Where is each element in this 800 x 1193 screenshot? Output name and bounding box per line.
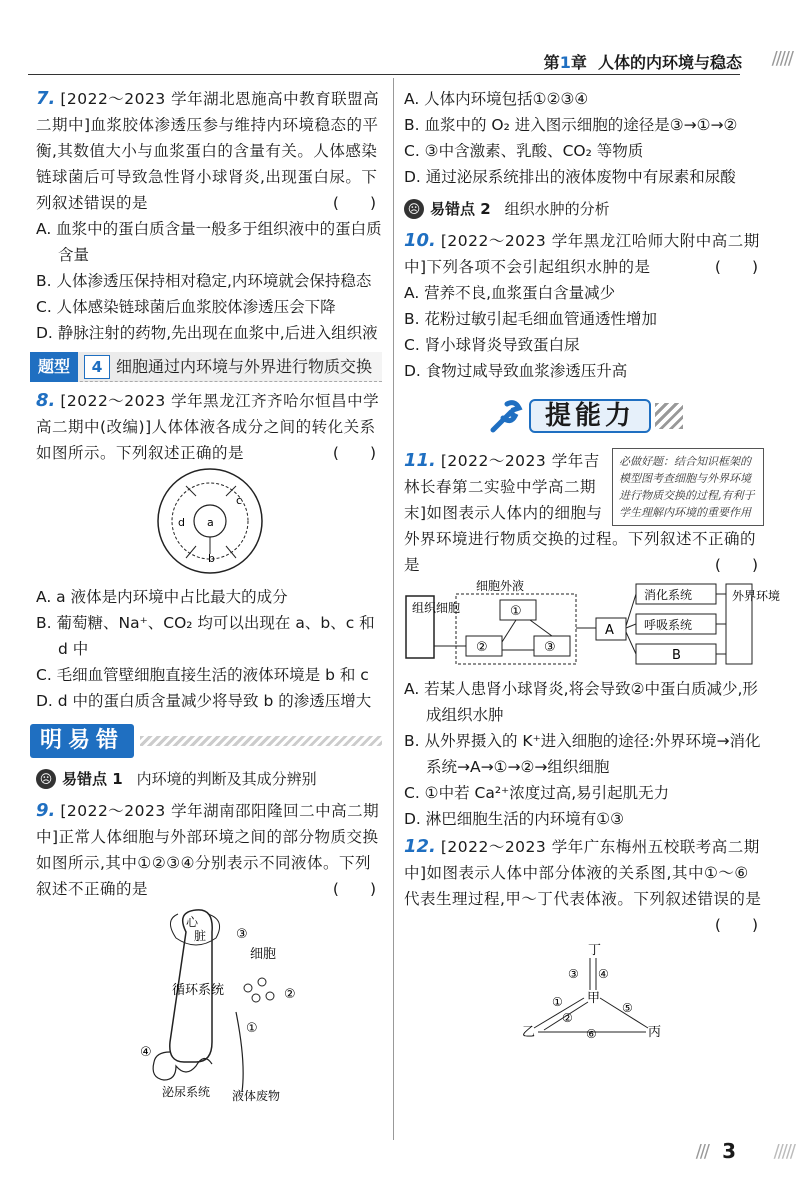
option-a[interactable]: A. 血浆中的蛋白质含量一般多于组织液中的蛋白质含量	[36, 220, 382, 264]
question-number: 11.	[404, 450, 436, 471]
answer-blank[interactable]: ( )	[332, 194, 376, 212]
tissue-cell-label: 组织细胞	[412, 601, 461, 615]
question-12	[404, 834, 764, 1046]
question-text: [2022～2023 学年湖北恩施高中教育联盟高二期中]血浆胶体渗透压参与维持内环境稳态的平衡,其数值大小与血浆蛋白的含量有关。人体感染链球菌后可导致急性肾小球肾炎,出现蛋白尿。下列叙述错误的是	[36, 90, 380, 212]
section-tinengli: 提能力	[404, 392, 764, 440]
question-11	[404, 448, 781, 832]
question-number: 8.	[36, 390, 56, 411]
option-c[interactable]: C. ①中若 Ca²⁺浓度过高,易引起肌无力	[404, 784, 670, 802]
body-fluid-diagram	[36, 466, 376, 576]
svg-text:A: A	[605, 623, 614, 638]
chapter-title: 第1章 人体的内环境与稳态	[543, 53, 742, 72]
label-yi: 乙	[522, 1025, 536, 1040]
label-a: a	[207, 516, 214, 529]
svg-text:④: ④	[598, 967, 609, 981]
question-text: [2022～2023 学年湖南邵阳隆回二中高二期中]正常人体细胞与外部环境之间的部分物质交换如图所示,其中①②③④分别表示不同液体。下列叙述不正确的是	[36, 802, 380, 898]
error-point-1: ☹ 易错点 1 内环境的判断及其成分辨别	[36, 764, 382, 794]
option-b[interactable]: B. 从外界摄入的 K⁺进入细胞的途径:外界环境→消化系统→A→①→②→组织细胞	[404, 732, 761, 776]
question-10	[404, 228, 764, 384]
label-ding: 丁	[588, 943, 602, 958]
page-footer: /// 3 /////	[695, 1139, 794, 1163]
answer-blank[interactable]: ( )	[714, 556, 758, 574]
label-jia: 甲	[587, 991, 601, 1006]
option-b[interactable]: B. 人体渗透压保持相对稳定,内环境就会保持稳态	[36, 272, 372, 290]
header-decoration: /////	[771, 48, 792, 69]
sad-face-icon: ☹	[404, 199, 424, 219]
circulation-label: 循环系统	[172, 983, 225, 998]
option-c[interactable]: C. 人体感染链球菌后血浆胶体渗透压会下降	[36, 298, 336, 316]
column-divider	[393, 78, 394, 1140]
question-7	[36, 86, 382, 346]
wrench-icon	[485, 396, 525, 436]
label-b: b	[208, 552, 215, 565]
page-header	[0, 44, 800, 78]
label-bing: 丙	[648, 1025, 662, 1040]
question-number: 9.	[36, 800, 56, 821]
option-d[interactable]: D. 静脉注射的药物,先出现在血浆中,后进入组织液	[36, 324, 378, 342]
left-column	[36, 86, 382, 1112]
kidney-loop	[153, 1052, 212, 1080]
answer-blank[interactable]: ( )	[714, 916, 758, 934]
svg-text:③: ③	[544, 640, 556, 655]
page-number: 3	[722, 1139, 736, 1163]
question-8	[36, 388, 382, 714]
option-a[interactable]: A. 营养不良,血浆蛋白含量减少	[404, 284, 616, 302]
question-9-options	[404, 86, 764, 190]
header-rule	[28, 74, 740, 75]
option-b[interactable]: B. 葡萄糖、Na⁺、CO₂ 均可以出现在 a、b、c 和 d 中	[36, 614, 375, 658]
extracellular-label: 细胞外液	[476, 579, 525, 593]
svg-text:②: ②	[476, 640, 488, 655]
urinary-label: 泌尿系统	[162, 1085, 211, 1099]
svg-text:呼吸系统: 呼吸系统	[644, 618, 693, 632]
option-a[interactable]: A. 人体内环境包括①②③④	[404, 90, 589, 108]
label-c: c	[236, 494, 243, 507]
option-a[interactable]: A. a 液体是内环境中占比最大的成分	[36, 588, 288, 606]
question-text: [2022～2023 学年吉林长春第二实验中学高二期末]如图表示人体内的细胞与外界环境进行物质交换的过程。下列叙述不正确的是	[404, 452, 757, 574]
svg-text:B: B	[672, 648, 681, 663]
question-number: 12.	[404, 836, 436, 857]
question-number: 7.	[36, 88, 56, 109]
error-point-2: ☹ 易错点 2 组织水肿的分析	[404, 194, 764, 224]
question-9	[36, 798, 382, 1110]
label-d: d	[178, 516, 185, 529]
answer-blank[interactable]: ( )	[714, 258, 758, 276]
exchange-flow-diagram	[404, 578, 781, 668]
option-d[interactable]: D. d 中的蛋白质含量减少将导致 b 的渗透压增大	[36, 692, 372, 710]
cell-label: 细胞	[250, 947, 277, 962]
option-d[interactable]: D. 通过泌尿系统排出的液体废物中有尿素和尿酸	[404, 168, 736, 186]
svg-text:⑥: ⑥	[586, 1027, 597, 1041]
option-b[interactable]: B. 血浆中的 O₂ 进入图示细胞的途径是③→①→②	[404, 116, 738, 134]
svg-text:脏: 脏	[194, 929, 207, 943]
option-c[interactable]: C. 毛细血管壁细胞直接生活的液体环境是 b 和 c	[36, 666, 369, 684]
svg-text:消化系统: 消化系统	[644, 588, 693, 602]
fluid-relation-diagram	[404, 938, 764, 1041]
svg-text:③: ③	[568, 967, 579, 981]
sad-face-icon: ☹	[36, 769, 56, 789]
num-2: ②	[284, 987, 296, 1002]
svg-text:⑤: ⑤	[622, 1001, 633, 1015]
num-3: ③	[236, 927, 248, 942]
answer-blank[interactable]: ( )	[332, 444, 376, 462]
svg-text:心: 心	[186, 915, 199, 929]
svg-text:②: ②	[562, 1011, 573, 1025]
waste-label: 液体废物	[232, 1089, 281, 1103]
num-4: ④	[140, 1045, 152, 1060]
svg-text:①: ①	[552, 995, 563, 1009]
option-b[interactable]: B. 花粉过敏引起毛细血管通透性增加	[404, 310, 657, 328]
circulation-diagram	[36, 902, 376, 1102]
outside-env-label: 外界环境	[732, 589, 781, 603]
section-type-4: 题型 4 细胞通过内环境与外界进行物质交换	[30, 352, 382, 382]
question-text: [2022～2023 学年广东梅州五校联考高二期中]如图表示人体中部分体液的关系图,其中①～⑥代表生理过程,甲～丁代表体液。下列叙述错误的是	[404, 838, 762, 908]
option-c[interactable]: C. ③中含激素、乳酸、CO₂ 等物质	[404, 142, 644, 160]
num-1: ①	[246, 1021, 258, 1036]
option-d[interactable]: D. 淋巴细胞生活的内环境有①③	[404, 810, 625, 828]
svg-text:①: ①	[510, 604, 522, 619]
question-number: 10.	[404, 230, 436, 251]
question-text: [2022～2023 学年黑龙江齐齐哈尔恒昌中学高二期中(改编)]人体体液各成分之间的转化关系如图所示。下列叙述正确的是	[36, 392, 380, 462]
right-column	[404, 86, 781, 1048]
answer-blank[interactable]: ( )	[332, 880, 376, 898]
question-text: [2022～2023 学年黑龙江哈师大附中高二期中]下列各项不会引起组织水肿的是	[404, 232, 760, 276]
option-a[interactable]: A. 若某人患肾小球肾炎,将会导致②中蛋白质减少,形成组织水肿	[404, 680, 758, 724]
option-c[interactable]: C. 肾小球肾炎导致蛋白尿	[404, 336, 580, 354]
section-mingyicuo: 明易错	[30, 724, 382, 758]
option-d[interactable]: D. 食物过咸导致血浆渗透压升高	[404, 362, 628, 380]
note-box: 必做好题：结合知识框架的模型图考查细胞与外界环境进行物质交换的过程,有利于学生理解内环境的重要作用	[612, 448, 764, 526]
